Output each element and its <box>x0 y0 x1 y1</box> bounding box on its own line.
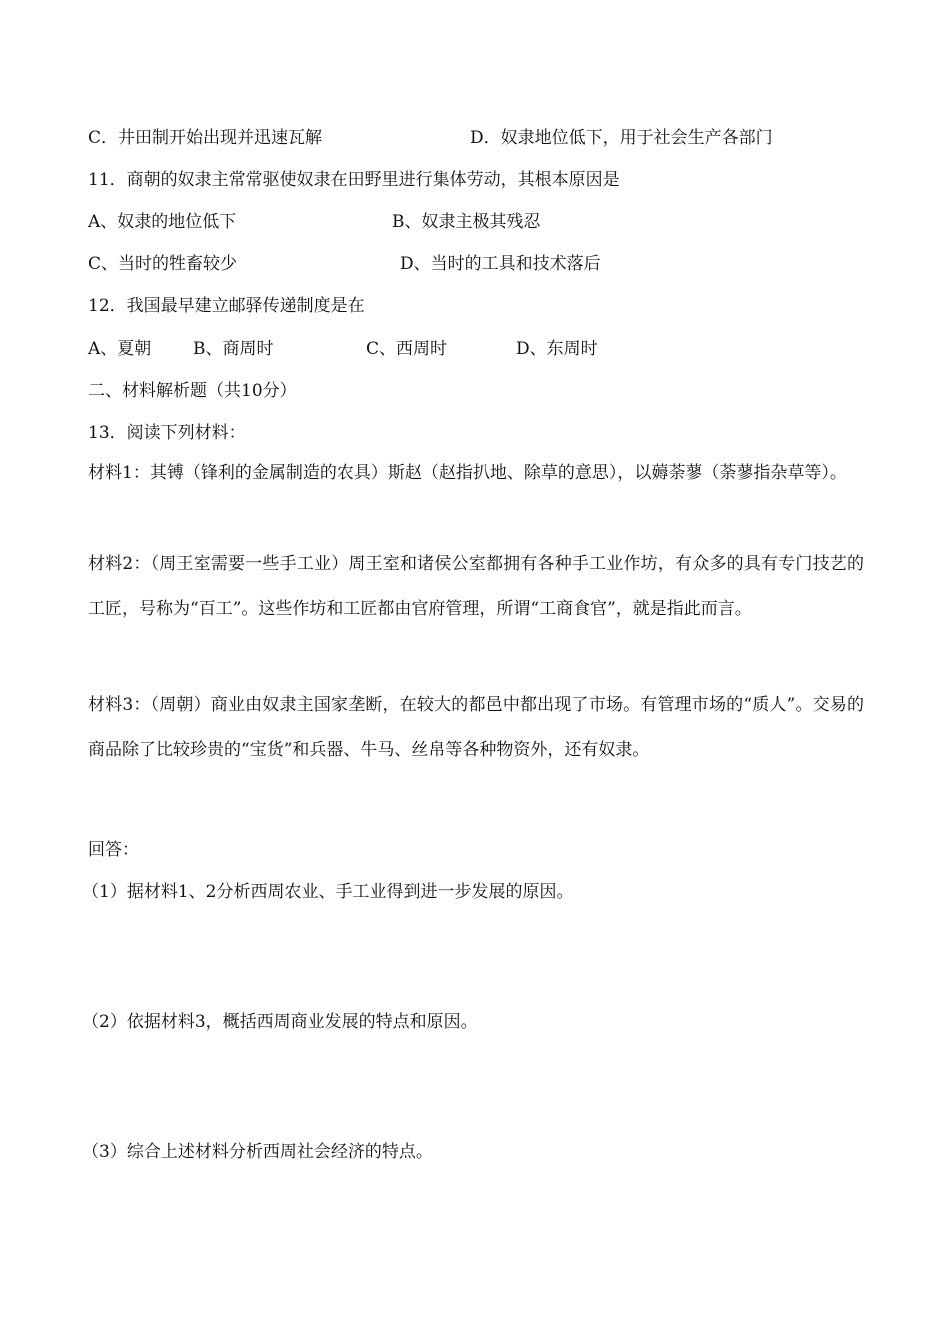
q12-option-b: B、商周时 <box>193 339 274 359</box>
q12-option-c: C、西周时 <box>366 339 448 359</box>
sub-question-1: （1）据材料1、2分析西周农业、手工业得到进一步发展的原因。 <box>82 882 574 902</box>
q13-stem: 13．阅读下列材料： <box>88 423 246 443</box>
answer-label: 回答： <box>88 840 139 860</box>
material-2: 材料2：（周王室需要一些手工业）周王室和诸侯公室都拥有各种手工业作坊，有众多的具有专门技艺的工匠，号称为“百工”。这些作坊和工匠都由官府管理，所谓“工商食官”，就是指此而言。 <box>88 554 864 619</box>
q12-option-a: A、夏朝 <box>88 339 152 359</box>
material-3: 材料3：（周朝）商业由奴隶主国家垄断，在较大的都邑中都出现了市场。有管理市场的“质人”。交易的商品除了比较珍贵的“宝货”和兵器、牛马、丝帛等各种物资外，还有奴隶。 <box>88 695 864 760</box>
q12-option-d: D、东周时 <box>516 339 598 359</box>
q10-option-c: C．井田制开始出现并迅速瓦解 <box>88 128 323 148</box>
section-heading: 二、材料解析题（共10分） <box>88 381 297 401</box>
q11-option-c: C、当时的牲畜较少 <box>88 254 238 274</box>
sub-question-2: （2）依据材料3，概括西周商业发展的特点和原因。 <box>82 1012 478 1032</box>
material-1: 材料1：其镈（锋利的金属制造的农具）斯赵（赵指扒地、除草的意思），以薅荼蓼（荼蓼指杂草等）。 <box>88 463 847 483</box>
q11-option-d: D、当时的工具和技术落后 <box>400 254 601 274</box>
q12-stem: 12．我国最早建立邮驿传递制度是在 <box>88 296 365 316</box>
q11-option-a: A、奴隶的地位低下 <box>88 212 237 232</box>
sub-question-3: （3）综合上述材料分析西周社会经济的特点。 <box>82 1142 433 1162</box>
q11-option-b: B、奴隶主极其残忍 <box>392 212 541 232</box>
q11-stem: 11．商朝的奴隶主常常驱使奴隶在田野里进行集体劳动，其根本原因是 <box>88 170 620 190</box>
q10-option-d: D．奴隶地位低下，用于社会生产各部门 <box>470 128 773 148</box>
